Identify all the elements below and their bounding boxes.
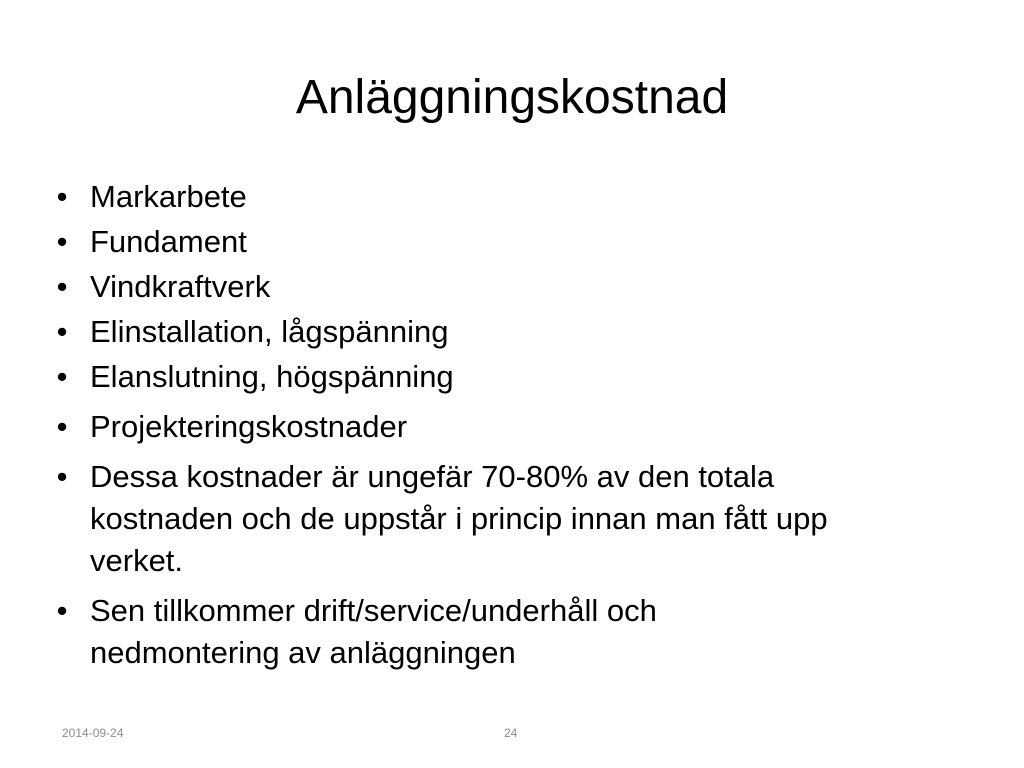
list-item [52, 406, 932, 448]
list-item [52, 221, 932, 263]
bullet-icon: • [56, 409, 68, 444]
bullet-icon: • [56, 593, 68, 628]
bullet-list [52, 176, 932, 677]
list-item [52, 590, 932, 674]
list-item [52, 456, 932, 582]
list-item [52, 356, 932, 398]
bullet-text: Vindkraftverk [90, 269, 271, 304]
bullet-text: Dessa kostnader är ungefär 70-80% av den totala kostnaden och de uppstår i princip innan man fått upp verket. [90, 459, 828, 578]
slide-title: Anläggningskostnad [295, 71, 729, 124]
list-item [52, 266, 932, 308]
bullet-icon: • [56, 459, 68, 494]
footer-date: 2014-09-24 [62, 726, 124, 740]
bullet-icon: • [56, 359, 68, 394]
bullet-icon: • [56, 269, 68, 304]
bullet-text: Projekteringskostnader [90, 409, 408, 444]
list-item [52, 176, 932, 218]
bullet-icon: • [56, 179, 68, 214]
bullet-text: Markarbete [90, 179, 247, 214]
page-number: 24 [504, 726, 518, 740]
bullet-icon: • [56, 224, 68, 259]
bullet-text: Elanslutning, högspänning [90, 359, 454, 394]
bullet-text: Elinstallation, lågspänning [90, 314, 449, 349]
bullet-text: Sen tillkommer drift/service/underhåll och nedmontering av anläggningen [90, 593, 657, 670]
bullet-text: Fundament [90, 224, 247, 259]
bullet-icon: • [56, 314, 68, 349]
list-item [52, 311, 932, 353]
